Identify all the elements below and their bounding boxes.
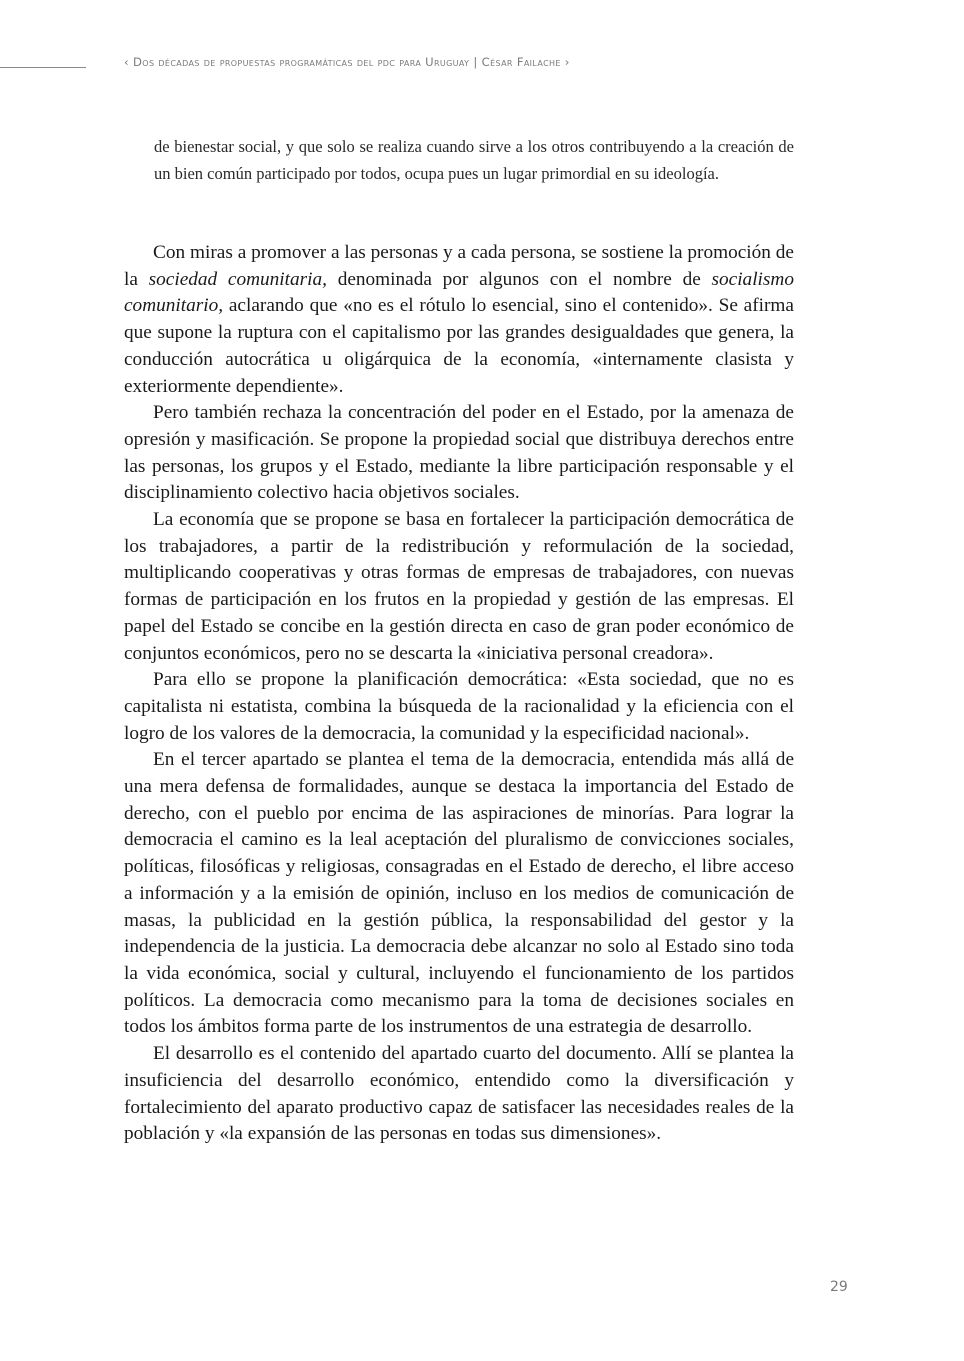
running-head: ‹ Dos décadas de propuestas programáticas del pdc para Uruguay | César Failache › bbox=[124, 55, 570, 69]
paragraph-1-part-1: Con miras a promover a las personas y a cada persona, se sostiene la promoción de la bbox=[124, 242, 794, 290]
paragraph-1-part-2: denominada por algunos con el nombre de bbox=[326, 268, 712, 290]
paragraph-1 bbox=[124, 240, 794, 400]
paragraph-1-part-3: aclarando que «no es el rótulo lo esencial, sino el contenido». Se afirma que supone la ruptura con el capitalismo por las grandes desigualdades que genera, la conducción autocrática u oligárquica de la economía, «internamente clasista y exteriormente dependiente». bbox=[124, 295, 794, 397]
header-rule bbox=[0, 67, 86, 68]
paragraph-6: El desarrollo es el contenido del apartado cuarto del documento. Allí se plantea la insuficiencia del desarrollo económico, entendido como la diversificación y fortalecimiento del aparato productivo capaz de satisfacer las necesidades reales de la población y «la expansión de las personas en todas sus dimensiones». bbox=[124, 1043, 794, 1145]
emphasis-sociedad-comunitaria: sociedad comunitaria, bbox=[148, 268, 327, 290]
body-text bbox=[124, 240, 794, 1148]
paragraph-5: En el tercer apartado se plantea el tema de la democracia, entendida más allá de una mera defensa de formalidades, aunque se destaca la importancia del Estado de derecho, con el pueblo por encima de las aspiraciones de minorías. Para lograr la democracia el camino es la leal aceptación del pluralismo de convicciones sociales, políticas, filosóficas y religiosas, consagradas en el Estado de derecho, el libre acceso a información y a la emisión de opinión, incluso en los medios de comunicación de masas, la publicidad en la gestión pública, la responsabilidad del gestor y la independencia de la justicia. La democracia debe alcanzar no solo al Estado sino toda la vida económica, social y cultural, incluyendo el funcionamiento de los partidos políticos. La democracia como mecanismo para la toma de decisiones sociales en todos los ámbitos forma parte de los instrumentos de una estrategia de desarrollo. bbox=[124, 749, 794, 1038]
paragraph-4: Para ello se propone la planificación democrática: «Esta sociedad, que no es capitalista ni estatista, combina la búsqueda de la racionalidad y la eficiencia con el logro de los valores de la democracia, la comunidad y la especificidad nacional». bbox=[124, 669, 794, 744]
block-quote bbox=[154, 133, 794, 187]
page-number: 29 bbox=[830, 1279, 848, 1295]
paragraph-3: La economía que se propone se basa en fortalecer la participación democrática de los trabajadores, a partir de la redistribución y reformulación de la sociedad, multiplicando cooperativas y otras formas de empresas de trabajadores, con nuevas formas de participación en los frutos en la propiedad y gestión de las empresas. El papel del Estado se concibe en la gestión directa en caso de gran poder económico de conjuntos económicos, pero no se descarta la «iniciativa personal creadora». bbox=[124, 509, 794, 664]
emphasis-socialismo-comunitario: socialismo comunitario, bbox=[124, 268, 794, 317]
quote-text: de bienestar social, y que solo se realiza cuando sirve a los otros contribuyendo a la creación de un bien común participado por todos, ocupa pues un lugar primordial en su ideología. bbox=[154, 137, 794, 183]
paragraph-2: Pero también rechaza la concentración del poder en el Estado, por la amenaza de opresión y masificación. Se propone la propiedad social que distribuya derechos entre las personas, los grupos y el Estado, mediante la libre participación responsable y el disciplinamiento colectivo hacia objetivos sociales. bbox=[124, 402, 794, 504]
